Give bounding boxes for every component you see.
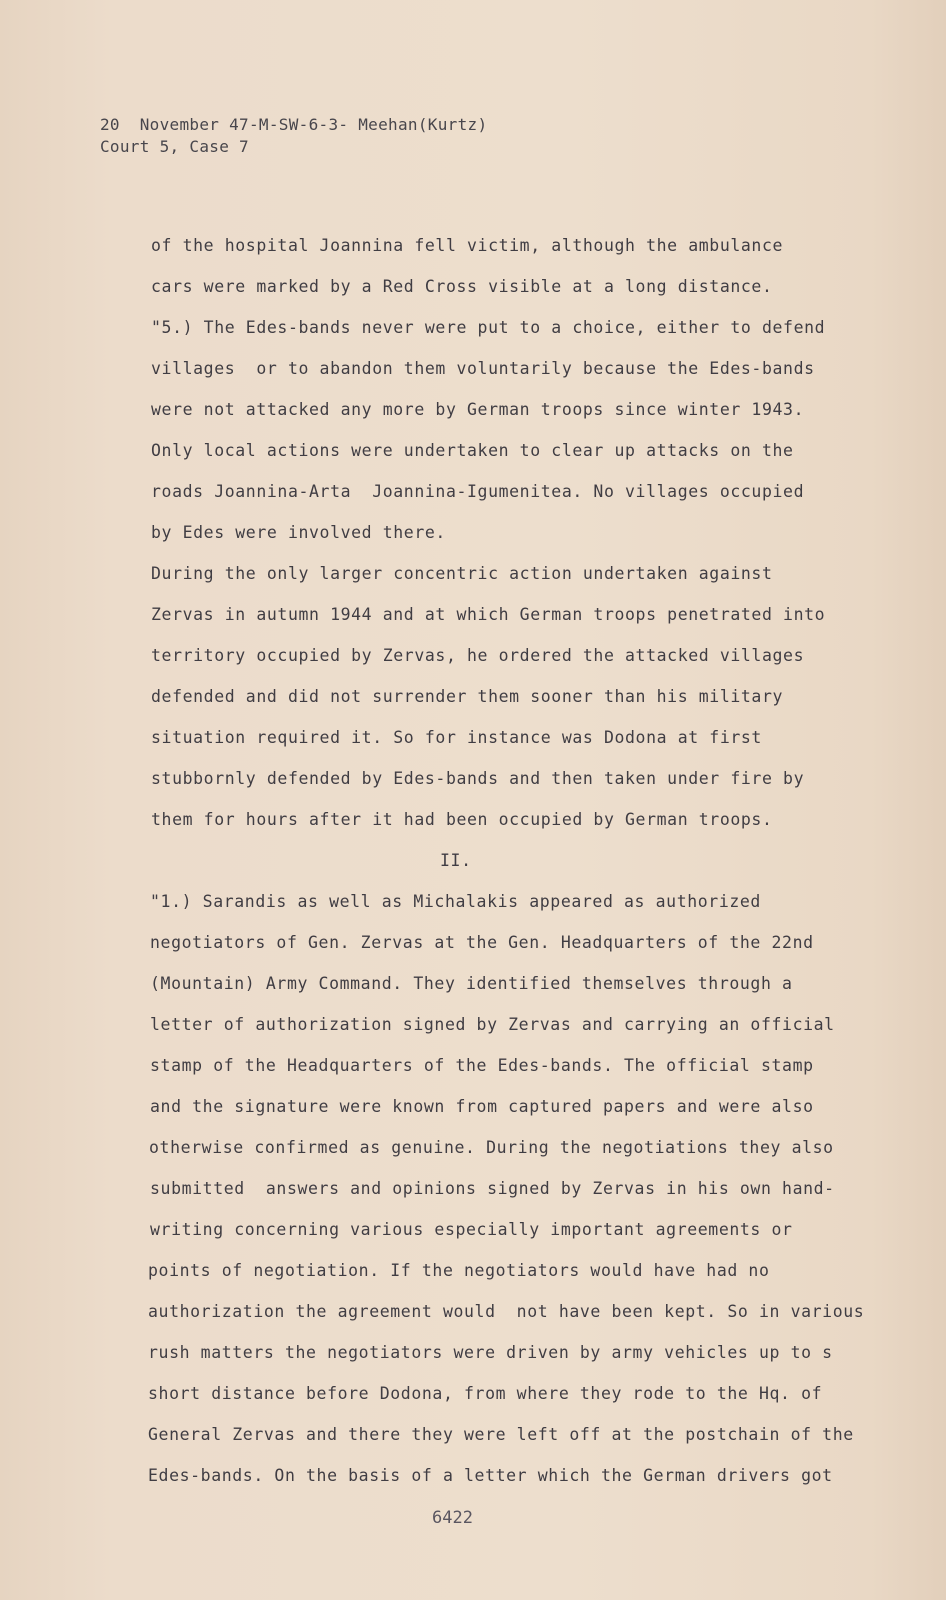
body-line: roads Joannina-Arta Joannina-Igumenitea. No villages occupied <box>151 482 805 501</box>
body-line: were not attacked any more by German troops since winter 1943. <box>151 400 805 419</box>
body-line: territory occupied by Zervas, he ordered the attacked villages <box>151 646 805 665</box>
body-line: villages or to abandon them voluntarily because the Edes-bands <box>151 359 815 378</box>
body-line: negotiators of Gen. Zervas at the Gen. Headquarters of the 22nd <box>150 933 814 952</box>
body-line: Zervas in autumn 1944 and at which German troops penetrated into <box>151 605 826 624</box>
body-line: cars were marked by a Red Cross visible at a long distance. <box>151 277 773 296</box>
body-line: and the signature were known from captured papers and were also <box>150 1097 814 1116</box>
body-line: writing concerning various especially important agreements or <box>150 1220 793 1239</box>
body-line: letter of authorization signed by Zervas and carrying an official <box>150 1015 835 1034</box>
body-line: by Edes were involved there. <box>151 523 446 542</box>
body-line: situation required it. So for instance was Dodona at first <box>151 728 762 747</box>
header-reference-line: 20 November 47-M-SW-6-3- Meehan(Kurtz) <box>100 115 488 134</box>
body-line: submitted answers and opinions signed by Zervas in his own hand- <box>150 1179 835 1198</box>
body-line: otherwise confirmed as genuine. During the negotiations they also <box>149 1138 834 1157</box>
body-line: rush matters the negotiators were driven by army vehicles up to s <box>148 1343 833 1362</box>
page-number: 6422 <box>432 1508 473 1528</box>
body-line: stubbornly defended by Edes-bands and then taken under fire by <box>151 769 805 788</box>
body-line: short distance before Dodona, from where they rode to the Hq. of <box>148 1384 823 1403</box>
section-heading: II. <box>440 851 472 870</box>
body-line: them for hours after it had been occupied by German troops. <box>151 810 773 829</box>
body-line: stamp of the Headquarters of the Edes-bands. The official stamp <box>150 1056 814 1075</box>
body-line: (Mountain) Army Command. They identified themselves through a <box>150 974 793 993</box>
body-line: authorization the agreement would not have been kept. So in various <box>148 1302 865 1321</box>
body-line: General Zervas and there they were left off at the postchain of the <box>148 1425 854 1444</box>
body-line: points of negotiation. If the negotiators would have had no <box>148 1261 770 1280</box>
body-line: defended and did not surrender them sooner than his military <box>151 687 784 706</box>
body-line: Only local actions were undertaken to clear up attacks on the <box>151 441 794 460</box>
body-line: During the only larger concentric action undertaken against <box>151 564 773 583</box>
body-line: of the hospital Joannina fell victim, although the ambulance <box>151 236 784 255</box>
body-line: "1.) Sarandis as well as Michalakis appeared as authorized <box>150 892 761 911</box>
body-line: "5.) The Edes-bands never were put to a choice, either to defend <box>151 318 826 337</box>
header-court-case-line: Court 5, Case 7 <box>100 137 249 156</box>
body-line: Edes-bands. On the basis of a letter which the German drivers got <box>148 1466 833 1485</box>
